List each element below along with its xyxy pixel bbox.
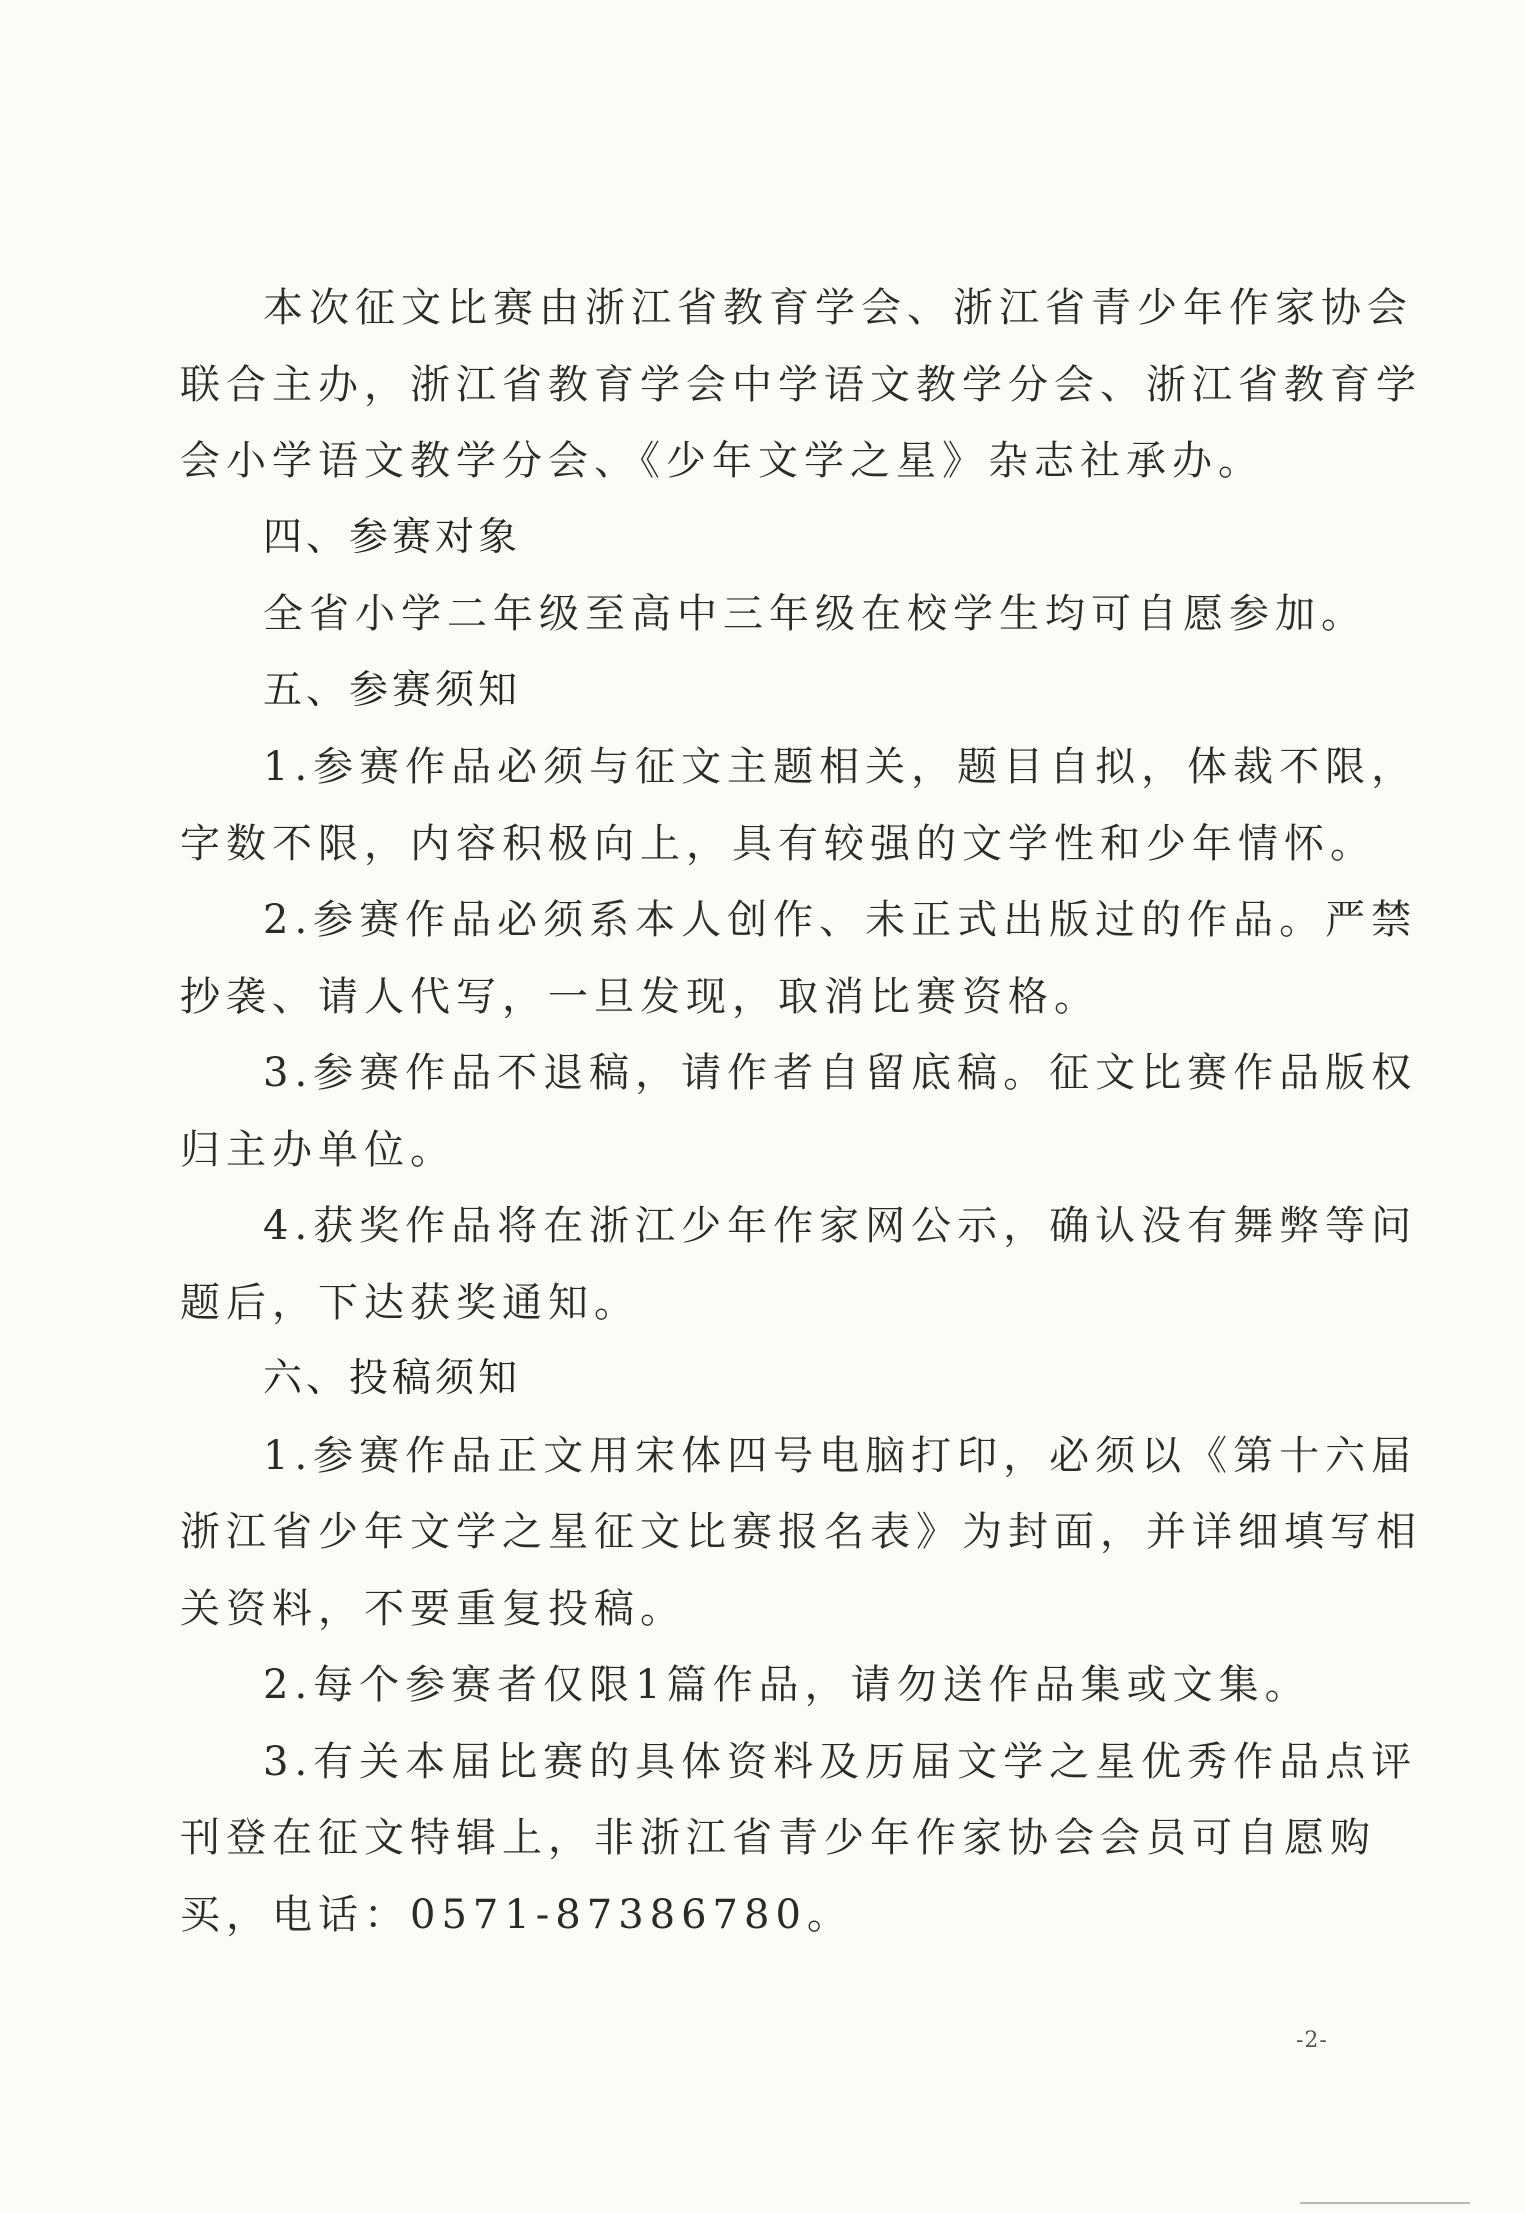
paragraph-line: 归主办单位。 [180,1126,456,1173]
paragraph-line: 抄袭、请人代写，一旦发现，取消比赛资格。 [180,973,1100,1020]
scan-edge-divider [1300,2202,1470,2204]
paragraph-line: 字数不限，内容积极向上，具有较强的文学性和少年情怀。 [180,820,1376,867]
paragraph-line: 2.参赛作品必须系本人创作、未正式出版过的作品。严禁 [263,897,1418,943]
section-heading-participants: 四、参赛对象 [263,514,522,560]
section-heading-rules: 五、参赛须知 [263,667,522,713]
paragraph-line: 买，电话：0571-87386780。 [180,1891,853,1938]
paragraph-line: 2.每个参赛者仅限1篇作品，请勿送作品集或文集。 [263,1662,1311,1708]
paragraph-line: 题后，下达获奖通知。 [180,1279,640,1326]
page-number: -2- [1296,2028,1328,2053]
paragraph-line: 3.参赛作品不退稿，请作者自留底稿。征文比赛作品版权 [263,1050,1418,1096]
paragraph-line: 3.有关本届比赛的具体资料及历届文学之星优秀作品点评 [263,1738,1418,1785]
paragraph-line: 会小学语文教学分会、《少年文学之星》杂志社承办。 [180,438,1264,484]
document-body [180,270,1422,1953]
paragraph-line: 关资料，不要重复投稿。 [180,1585,686,1632]
paragraph-line: 浙江省少年文学之星征文比赛报名表》为封面，并详细填写相 [180,1509,1422,1555]
paragraph-line: 1.参赛作品必须与征文主题相关，题目自拟，体裁不限， [263,744,1418,790]
paragraph-line: 4.获奖作品将在浙江少年作家网公示，确认没有舞弊等问 [263,1203,1418,1249]
paragraph-line: 全省小学二年级至高中三年级在校学生均可自愿参加。 [263,591,1367,637]
paragraph-line: 刊登在征文特辑上，非浙江省青少年作家协会会员可自愿购 [180,1815,1376,1861]
paragraph-line: 联合主办，浙江省教育学会中学语文教学分会、浙江省教育学 [180,361,1422,408]
paragraph-line: 本次征文比赛由浙江省教育学会、浙江省青少年作家协会 [263,285,1413,331]
paragraph-line: 1.参赛作品正文用宋体四号电脑打印，必须以《第十六届 [263,1432,1418,1479]
section-heading-submission: 六、投稿须知 [263,1356,522,1401]
